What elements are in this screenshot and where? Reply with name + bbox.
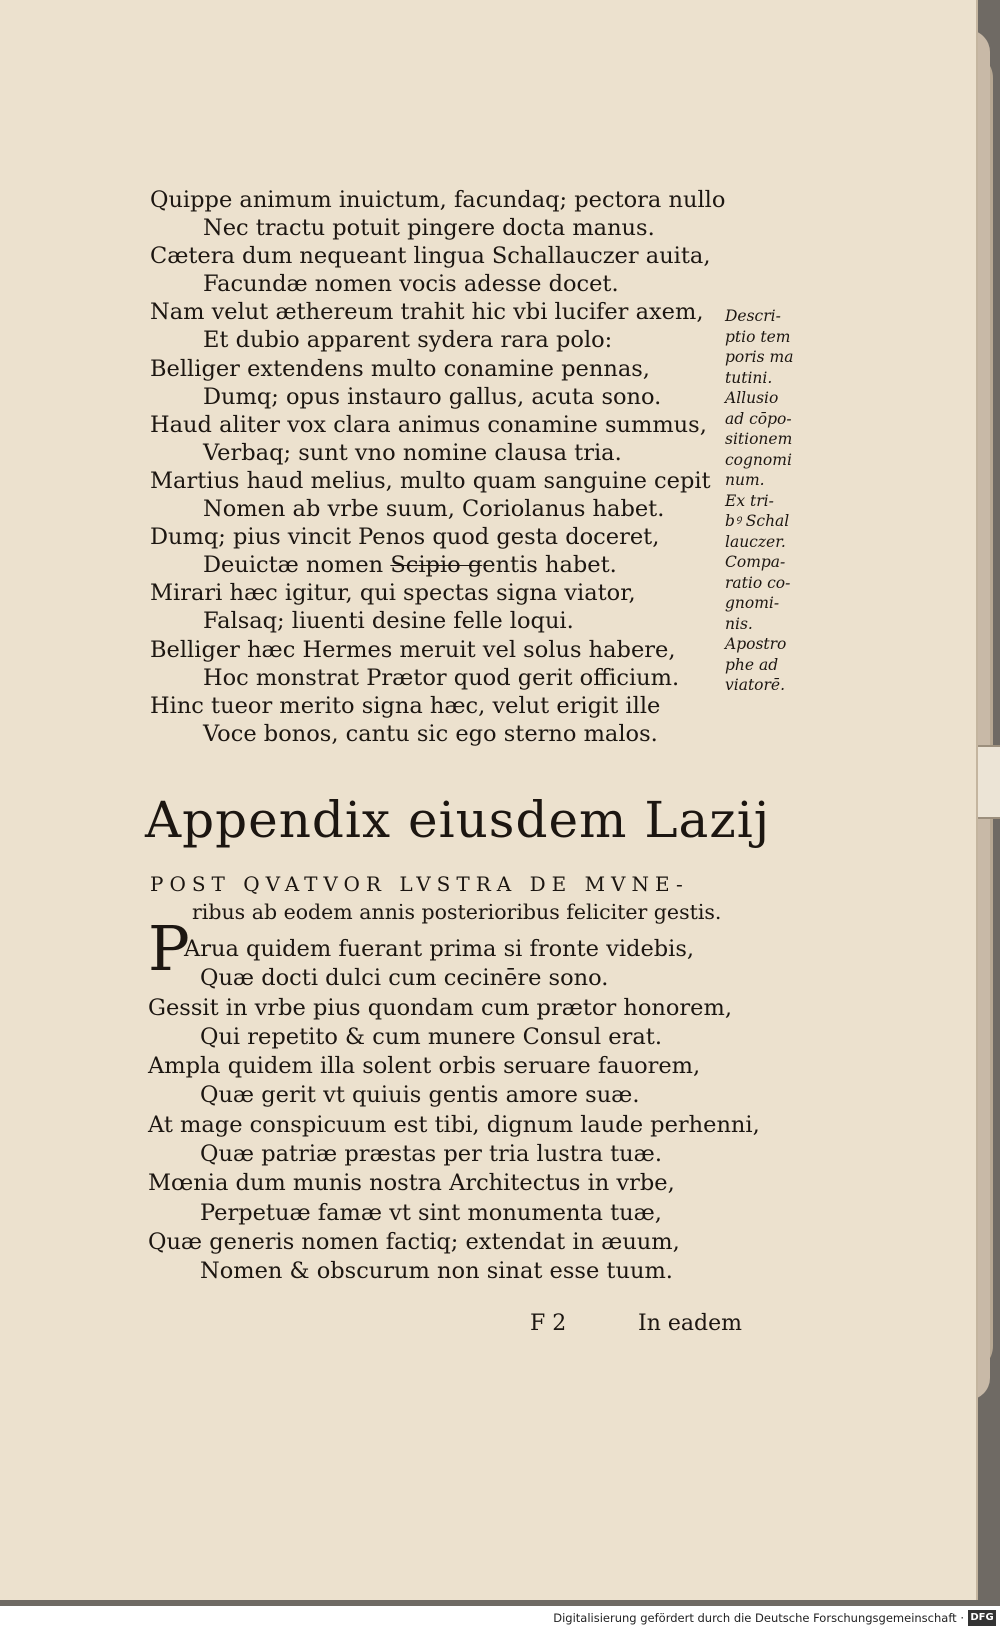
- appendix-subheading: [150, 870, 730, 926]
- margin-note-line: Descri-: [725, 307, 781, 325]
- margin-note-line: cognomi: [725, 450, 792, 469]
- verse-line: Gessit in vrbe pius quondam cum prætor honorem,: [148, 994, 732, 1021]
- margin-note-line: ptio tem: [725, 327, 791, 346]
- margin-notes: [725, 306, 815, 696]
- margin-note-line: ratio co-: [725, 573, 791, 592]
- verse-line: Quæ generis nomen factiq; extendat in æuum,: [148, 1228, 680, 1255]
- verse-line: Verbaq; sunt vno nomine clausa tria.: [203, 439, 622, 466]
- verse-line: Nam velut æthereum trahit hic vbi lucifer axem,: [150, 299, 704, 326]
- margin-note-line: tutini.: [725, 368, 773, 387]
- verse-text: entis habet.: [482, 552, 617, 579]
- verse-text: Deuictæ nomen: [203, 552, 391, 579]
- verse-line: Cætera dum nequeant lingua Schallauczer auita,: [150, 243, 711, 270]
- verse-line: Hoc monstrat Prætor quod gerit officium.: [203, 664, 680, 691]
- margin-note-line: num.: [725, 471, 765, 489]
- verse-line: Belliger extendens multo conamine pennas,: [150, 355, 650, 382]
- dfg-logo: DFG: [968, 1610, 996, 1626]
- verse-line: Facundæ nomen vocis adesse docet.: [203, 271, 619, 298]
- appendix-heading: Appendix eiusdem Lazij: [145, 791, 771, 849]
- verse-line: Mirari hæc igitur, qui spectas signa viator,: [150, 580, 636, 607]
- verse-line: At mage conspicuum est tibi, dignum laude perhenni,: [148, 1111, 760, 1138]
- footer-credit-text: Digitalisierung gefördert durch die Deutsche Forschungsgemeinschaft ·: [553, 1611, 964, 1625]
- verse-line: Martius haud melius, multo quam sanguine cepit: [150, 467, 711, 494]
- verse-line: Falsaq; liuenti desine felle loqui.: [203, 608, 574, 635]
- verse-line: Hinc tueor merito signa hæc, velut erigit ille: [150, 692, 661, 719]
- verse-line: Voce bonos, cantu sic ego sterno malos.: [203, 720, 658, 747]
- verse-line: Quæ gerit vt quiuis gentis amore suæ.: [200, 1082, 640, 1109]
- struck-through-text: Scipio g: [390, 552, 483, 579]
- digitization-footer: [0, 1606, 1000, 1631]
- verse-line: Mœnia dum munis nostra Architectus in vrbe,: [148, 1170, 675, 1197]
- margin-note-line: Ex tri-: [725, 491, 774, 510]
- margin-note-line: viatorē.: [725, 676, 786, 694]
- margin-note-line: ad cōpo-: [725, 409, 792, 428]
- verse-line: Ampla quidem illa solent orbis seruare fauorem,: [148, 1053, 701, 1080]
- catchword: In eadem: [638, 1311, 742, 1336]
- verse-line: Haud aliter vox clara animus conamine summus,: [150, 411, 707, 438]
- margin-note-line: gnomi-: [725, 594, 780, 612]
- margin-note-line: lauczer.: [725, 532, 786, 551]
- verse-line: Quippe animum inuictum, facundaq; pectora nullo: [150, 187, 726, 213]
- verse-line: Perpetuæ famæ vt sint monumenta tuæ,: [200, 1199, 662, 1226]
- margin-note-line: phe ad: [725, 655, 779, 674]
- margin-note-line: poris ma: [725, 348, 794, 366]
- margin-note-line: nis.: [725, 614, 753, 633]
- margin-note-line: sitionem: [725, 430, 793, 448]
- verse-line: Arua quidem fuerant prima si fronte videbis,: [184, 936, 695, 962]
- verse-line: Nomen & obscurum non sinat esse tuum.: [200, 1258, 673, 1285]
- verse-block-main: [150, 186, 726, 748]
- margin-note-line: Allusio: [725, 389, 779, 407]
- verse-line: Et dubio apparent sydera rara polo:: [203, 327, 613, 354]
- margin-note-line: bꝰ Schal: [725, 512, 790, 530]
- verse-line: Quæ docti dulci cum cecinēre sono.: [200, 965, 609, 992]
- verse-line: Dumq; pius vincit Penos quod gesta doceret,: [150, 524, 660, 551]
- subheading-caps-line: POST QVATVOR LVSTRA DE MVNE-: [150, 872, 689, 896]
- verse-line: Quæ patriæ præstas per tria lustra tuæ.: [200, 1141, 662, 1168]
- verse-line: Dumq; opus instauro gallus, acuta sono.: [203, 383, 662, 410]
- verse-block-appendix: [148, 935, 760, 1287]
- subheading-continuation-line: ribus ab eodem annis posterioribus feliciter gestis.: [192, 900, 722, 924]
- drop-capital: P: [148, 912, 190, 985]
- margin-note-line: Compa-: [725, 553, 786, 571]
- verse-line: Nomen ab vrbe suum, Coriolanus habet.: [203, 496, 665, 523]
- margin-note-line: Apostro: [725, 635, 787, 653]
- signature-mark: F 2: [530, 1311, 567, 1336]
- verse-line: Qui repetito & cum munere Consul erat.: [200, 1023, 662, 1050]
- verse-line: Nec tractu potuit pingere docta manus.: [203, 215, 655, 242]
- verse-line: Belliger hæc Hermes meruit vel solus habere,: [150, 636, 676, 663]
- verse-line: [150, 551, 690, 579]
